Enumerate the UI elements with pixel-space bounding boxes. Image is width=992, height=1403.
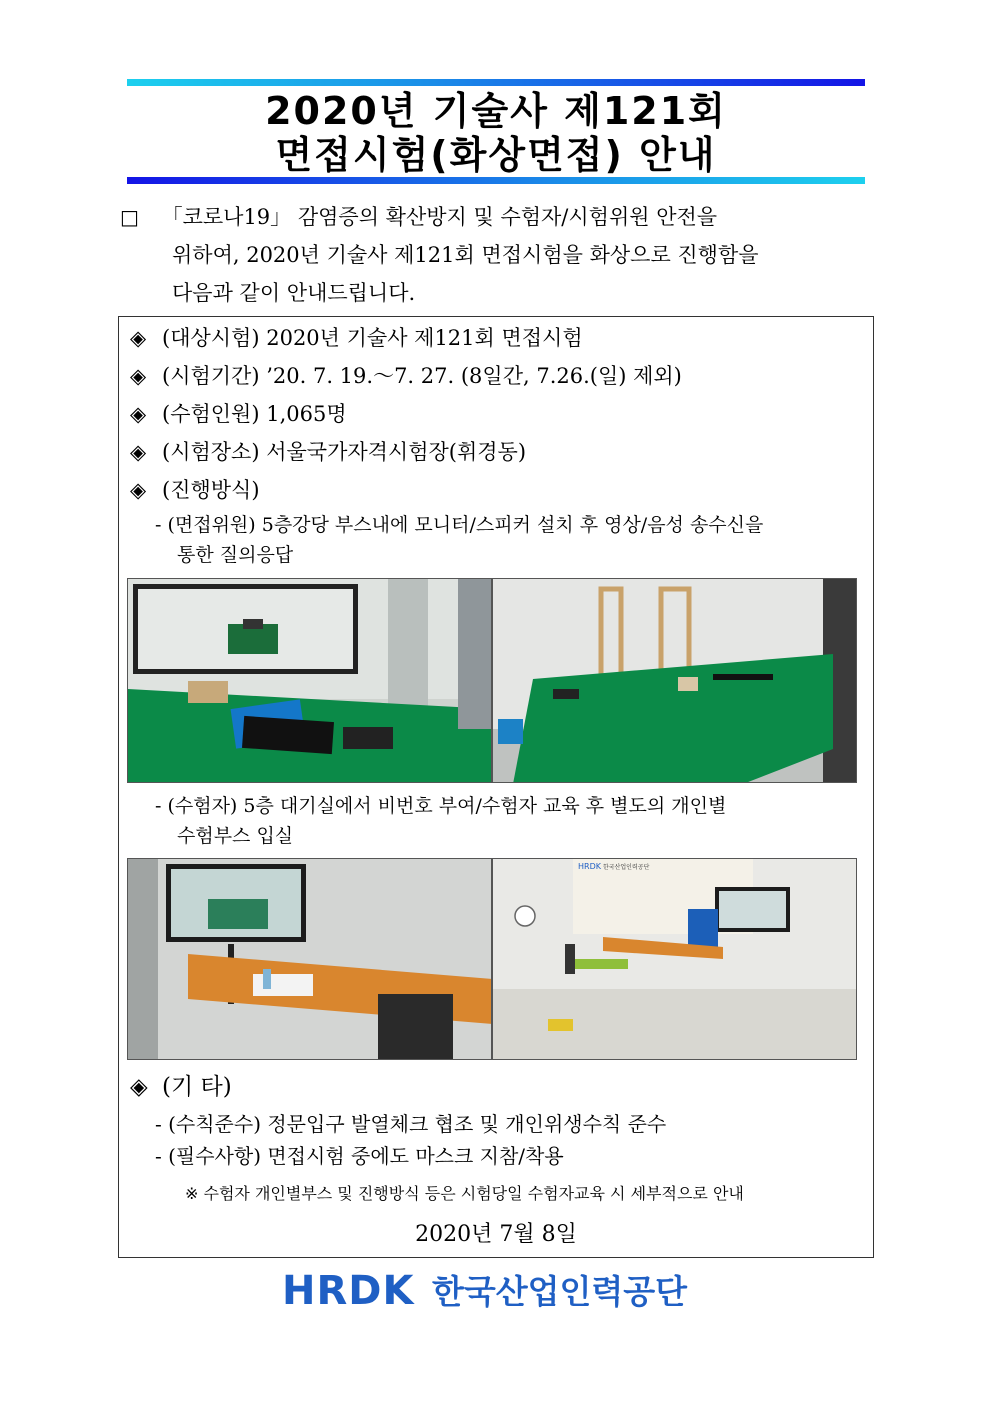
rule-required: - (필수사항) 면접시험 중에도 마스크 지참/착용	[155, 1144, 564, 1168]
intro-paragraph	[120, 198, 870, 312]
photo-sign-text: 한국산업인력공단	[603, 864, 650, 871]
photo-examiner-booth-monitor	[127, 578, 492, 783]
diamond-bullet-icon: ◈	[130, 440, 147, 464]
hrdk-logo	[282, 1268, 712, 1318]
photo-candidate-booth-desk	[127, 858, 492, 1060]
intro-line1: □ 「코로나19」 감염증의 확산방지 및 수험자/시험위원 안전을	[120, 205, 718, 229]
diamond-bullet-icon: ◈	[130, 478, 147, 502]
item-exam-location: ◈ (시험장소) 서울국가자격시험장(휘경동)	[130, 437, 526, 467]
photo-candidate-room	[492, 858, 857, 1060]
notice-date: 2020년 7월 8일	[415, 1222, 577, 1247]
diamond-bullet-icon: ◈	[130, 364, 147, 388]
diamond-bullet-icon: ◈	[130, 326, 147, 350]
rule-compliance: - (수칙준수) 정문입구 발열체크 협조 및 개인위생수칙 준수	[155, 1112, 667, 1136]
diamond-bullet-icon: ◈	[130, 1074, 148, 1100]
intro-line3: 다음과 같이 안내드립니다.	[172, 281, 416, 305]
item-procedure: ◈ (진행방식)	[130, 475, 260, 505]
item-target-exam: ◈ (대상시험) 2020년 기술사 제121회 면접시험	[130, 323, 583, 353]
examiner-description: - (면접위원) 5층강당 부스내에 모니터/스피커 설치 후 영상/음성 송수신을 통한 질의응답	[155, 514, 764, 566]
checkbox-bullet-icon: □	[120, 205, 139, 229]
candidate-description: - (수험자) 5층 대기실에서 비번호 부여/수험자 교육 후 별도의 개인별 수험부스 입실	[155, 795, 727, 847]
photo-sign-brand: HRDK	[578, 862, 601, 871]
title-bottom-bar	[127, 177, 865, 184]
detail-note: ※ 수험자 개인별부스 및 진행방식 등은 시험당일 수험자교육 시 세부적으로 안내	[185, 1184, 744, 1203]
item-etc: ◈ (기 타)	[130, 1071, 232, 1103]
item-exam-period: ◈ (시험기간) ’20. 7. 19.～7. 27. (8일간, 7.26.(일) 제외)	[130, 361, 682, 391]
item-candidate-count: ◈ (수험인원) 1,065명	[130, 399, 347, 429]
title-top-bar	[127, 79, 865, 86]
intro-line2: 위하여, 2020년 기술사 제121회 면접시험을 화상으로 진행함을	[172, 243, 759, 267]
diamond-bullet-icon: ◈	[130, 402, 147, 426]
photo-examiner-booth-table	[492, 578, 857, 783]
page-title-line2: 면접시험(화상면접) 안내	[275, 133, 717, 177]
page-title-line1: 2020년 기술사 제121회	[265, 89, 727, 133]
hrdk-logo-mark: HRDK	[282, 1268, 415, 1314]
org-name: 한국산업인력공단	[432, 1272, 688, 1311]
